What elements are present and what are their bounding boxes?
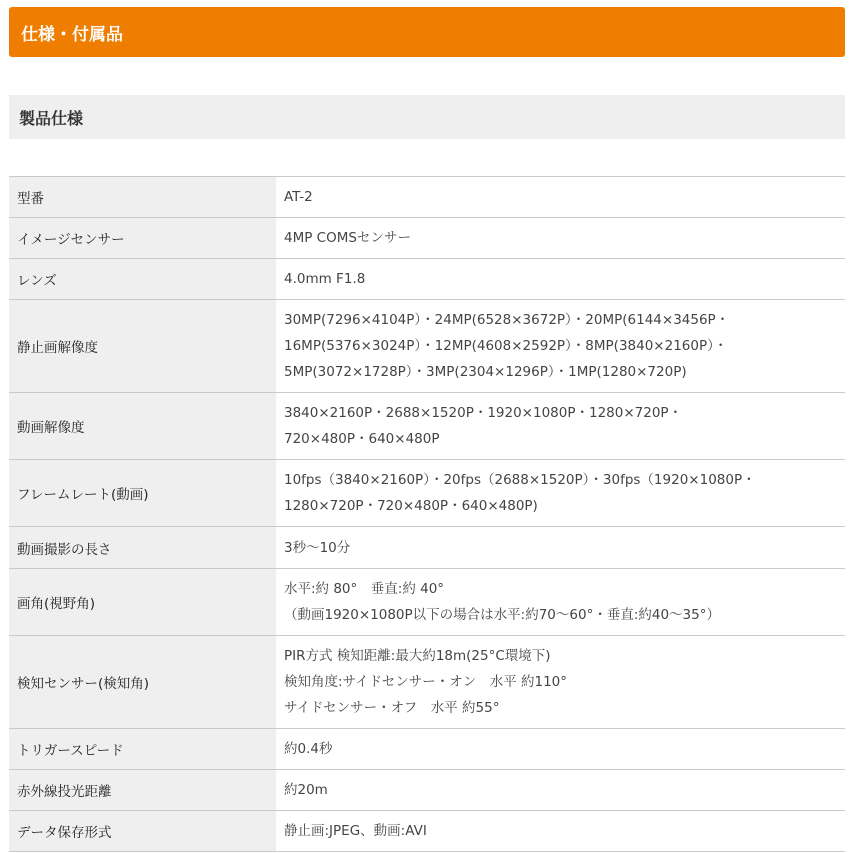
spec-row [9, 177, 845, 218]
spec-value-line: 静止画:JPEG、動画:AVI [284, 823, 427, 839]
spec-row [9, 729, 845, 770]
spec-value [276, 218, 845, 259]
spec-value [276, 729, 845, 770]
spec-row [9, 460, 845, 527]
section-title: 製品仕様 [19, 108, 84, 128]
spec-row [9, 393, 845, 460]
spec-value [276, 569, 845, 636]
spec-value-line: サイドセンサー・オフ 水平 約55° [284, 700, 500, 716]
spec-value-line: 10fps（3840×2160P）・20fps（2688×1520P）・30fps（1920×1080P・ [284, 472, 756, 488]
spec-label: フレームレート(動画) [9, 460, 276, 527]
spec-label: 赤外線投光距離 [9, 770, 276, 811]
spec-value [276, 460, 845, 527]
spec-row [9, 811, 845, 852]
spec-value-line: 検知角度:サイドセンサー・オン 水平 約110° [284, 674, 568, 690]
spec-value [276, 177, 845, 218]
section-header [9, 95, 845, 139]
spec-table-body [9, 177, 845, 852]
spec-label: データ保存形式 [9, 811, 276, 852]
spec-value-line: 5MP(3072×1728P）・3MP(2304×1296P）・1MP(1280×720P) [284, 364, 687, 380]
spec-value-line: 約20m [284, 782, 328, 798]
spec-label: トリガースピード [9, 729, 276, 770]
spec-row [9, 636, 845, 729]
spec-label: 検知センサー(検知角) [9, 636, 276, 729]
spec-value-line: （動画1920×1080P以下の場合は水平:約70～60°・垂直:約40～35°） [284, 607, 720, 623]
spec-row [9, 218, 845, 259]
spec-label: 動画撮影の長さ [9, 527, 276, 569]
spec-value-line: AT-2 [284, 189, 313, 205]
spec-value [276, 636, 845, 729]
spec-value-line: 3840×2160P・2688×1520P・1920×1080P・1280×720P・ [284, 405, 683, 421]
spec-label: 静止画解像度 [9, 300, 276, 393]
spec-label: 画角(視野角) [9, 569, 276, 636]
spec-value-line: 3秒～10分 [284, 539, 351, 556]
spec-value [276, 259, 845, 300]
spec-value-line: 4MP COMSセンサー [284, 230, 411, 246]
spec-row [9, 259, 845, 300]
spec-value-line: 30MP(7296×4104P）・24MP(6528×3672P）・20MP(6144×3456P・ [284, 312, 730, 328]
spec-label: 型番 [9, 177, 276, 218]
spec-value-line: 1280×720P・720×480P・640×480P) [284, 498, 538, 514]
spec-value [276, 300, 845, 393]
spec-value-line: 4.0mm F1.8 [284, 271, 366, 287]
spec-row [9, 569, 845, 636]
spec-value-line: 約0.4秒 [284, 741, 333, 757]
spec-value [276, 527, 845, 569]
spec-label: イメージセンサー [9, 218, 276, 259]
spec-table [9, 176, 845, 852]
spec-value-line: 720×480P・640×480P [284, 431, 440, 447]
spec-label: レンズ [9, 259, 276, 300]
banner-title: 仕様・付属品 [21, 24, 123, 45]
spec-value [276, 770, 845, 811]
spec-row [9, 300, 845, 393]
spec-row [9, 770, 845, 811]
spec-label: 動画解像度 [9, 393, 276, 460]
spec-value-line: 水平:約 80° 垂直:約 40° [284, 581, 445, 597]
spec-banner [9, 7, 845, 57]
spec-value [276, 811, 845, 852]
spec-row [9, 527, 845, 569]
spec-value-line: PIR方式 検知距離:最大約18m(25°C環境下) [284, 648, 551, 664]
spec-value [276, 393, 845, 460]
spec-value-line: 16MP(5376×3024P）・12MP(4608×2592P）・8MP(3840×2160P）・ [284, 338, 728, 354]
